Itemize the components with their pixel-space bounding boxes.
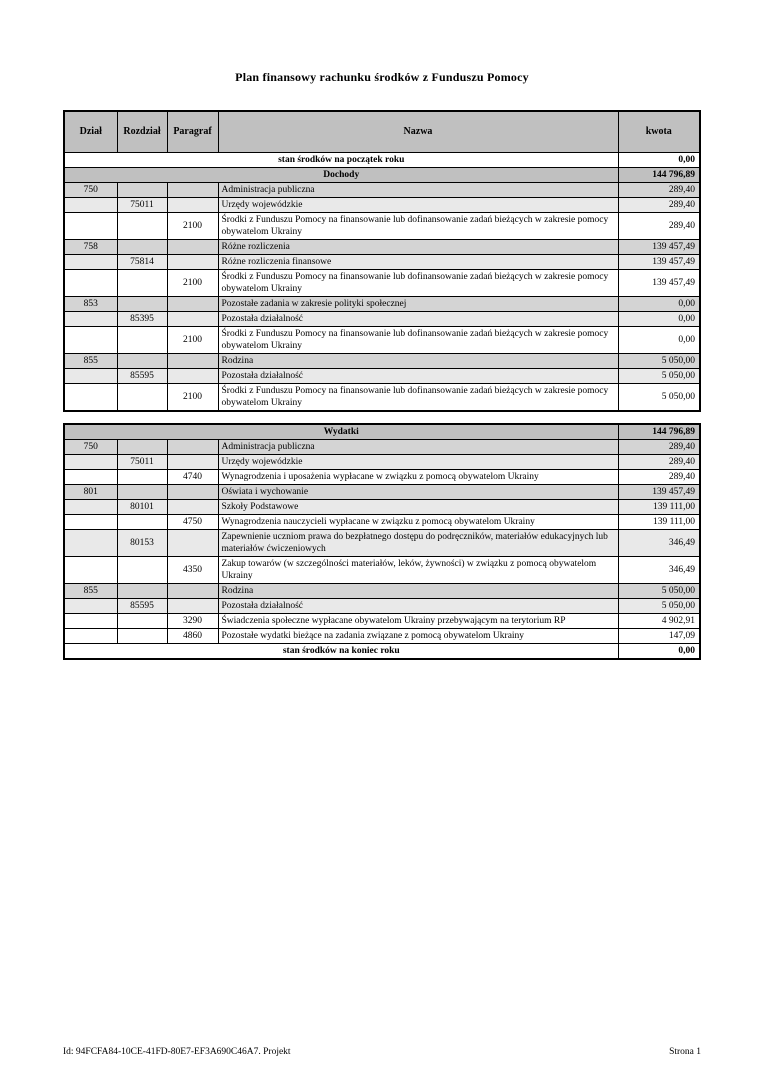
cell-rozdzial xyxy=(117,239,167,254)
cell-rozdzial xyxy=(117,628,167,643)
cell-nazwa: Rodzina xyxy=(218,583,618,598)
cell-paragraf xyxy=(167,368,218,383)
cell-nazwa: Administracja publiczna xyxy=(218,439,618,454)
cell-rozdzial xyxy=(117,613,167,628)
cell-kwota: 5 050,00 xyxy=(618,583,700,598)
table-row xyxy=(64,296,700,311)
cell-nazwa: Oświata i wychowanie xyxy=(218,484,618,499)
cell-rozdzial: 75814 xyxy=(117,254,167,269)
cell-rozdzial xyxy=(117,556,167,583)
cell-paragraf xyxy=(167,296,218,311)
closing-balance-row xyxy=(64,643,700,659)
cell-nazwa: Środki z Funduszu Pomocy na finansowanie lub dofinansowanie zadań bieżących w zakresie pomocy obywatelom Ukrainy xyxy=(218,212,618,239)
cell-paragraf: 2100 xyxy=(167,269,218,296)
cell-dzial: 750 xyxy=(64,182,117,197)
opening-balance-label: stan środków na początek roku xyxy=(64,152,618,167)
col-header-nazwa: Nazwa xyxy=(218,111,618,152)
table-row xyxy=(64,439,700,454)
cell-paragraf: 4350 xyxy=(167,556,218,583)
cell-paragraf: 3290 xyxy=(167,613,218,628)
cell-dzial: 758 xyxy=(64,239,117,254)
cell-paragraf xyxy=(167,583,218,598)
page-footer xyxy=(63,1047,701,1057)
cell-nazwa: Pozostałe zadania w zakresie polityki społecznej xyxy=(218,296,618,311)
cell-rozdzial: 85595 xyxy=(117,368,167,383)
cell-dzial: 855 xyxy=(64,583,117,598)
col-header-paragraf: Paragraf xyxy=(167,111,218,152)
cell-nazwa: Rodzina xyxy=(218,353,618,368)
table-row xyxy=(64,182,700,197)
cell-kwota: 139 457,49 xyxy=(618,254,700,269)
cell-paragraf xyxy=(167,254,218,269)
table-row xyxy=(64,383,700,411)
table-row xyxy=(64,499,700,514)
cell-kwota: 289,40 xyxy=(618,212,700,239)
cell-rozdzial xyxy=(117,182,167,197)
cell-dzial xyxy=(64,311,117,326)
cell-paragraf: 2100 xyxy=(167,326,218,353)
cell-rozdzial xyxy=(117,469,167,484)
cell-kwota: 5 050,00 xyxy=(618,353,700,368)
cell-paragraf: 2100 xyxy=(167,212,218,239)
cell-kwota: 346,49 xyxy=(618,529,700,556)
cell-kwota: 346,49 xyxy=(618,556,700,583)
cell-dzial: 853 xyxy=(64,296,117,311)
cell-nazwa: Zapewnienie uczniom prawa do bezpłatnego dostępu do podręczników, materiałów edukacyjnych lub materiałów ćwiczeniowych xyxy=(218,529,618,556)
cell-rozdzial xyxy=(117,484,167,499)
cell-kwota: 289,40 xyxy=(618,182,700,197)
cell-rozdzial xyxy=(117,269,167,296)
wydatki-section-row xyxy=(64,424,700,440)
cell-nazwa: Pozostałe wydatki bieżące na zadania związane z pomocą obywatelom Ukrainy xyxy=(218,628,618,643)
cell-kwota: 139 111,00 xyxy=(618,514,700,529)
cell-rozdzial: 80153 xyxy=(117,529,167,556)
dochody-section-kwota: 144 796,89 xyxy=(618,167,700,182)
dochody-section-label: Dochody xyxy=(64,167,618,182)
cell-nazwa: Urzędy wojewódzkie xyxy=(218,454,618,469)
cell-kwota: 289,40 xyxy=(618,197,700,212)
table-row xyxy=(64,598,700,613)
cell-rozdzial xyxy=(117,583,167,598)
cell-nazwa: Pozostała działalność xyxy=(218,598,618,613)
cell-rozdzial xyxy=(117,383,167,411)
cell-paragraf xyxy=(167,499,218,514)
opening-balance-kwota: 0,00 xyxy=(618,152,700,167)
cell-dzial: 801 xyxy=(64,484,117,499)
cell-rozdzial xyxy=(117,296,167,311)
cell-rozdzial: 75011 xyxy=(117,454,167,469)
table-row xyxy=(64,514,700,529)
wydatki-section-label: Wydatki xyxy=(64,424,618,440)
cell-paragraf: 4750 xyxy=(167,514,218,529)
table-row xyxy=(64,613,700,628)
cell-rozdzial xyxy=(117,326,167,353)
cell-dzial xyxy=(64,454,117,469)
cell-nazwa: Urzędy wojewódzkie xyxy=(218,197,618,212)
cell-nazwa: Świadczenia społeczne wypłacane obywatelom Ukrainy przebywającym na terytorium RP xyxy=(218,613,618,628)
table-row xyxy=(64,529,700,556)
cell-paragraf xyxy=(167,529,218,556)
cell-nazwa: Administracja publiczna xyxy=(218,182,618,197)
tables-container xyxy=(63,110,701,660)
table-row xyxy=(64,368,700,383)
cell-kwota: 0,00 xyxy=(618,326,700,353)
cell-paragraf xyxy=(167,454,218,469)
table-row xyxy=(64,556,700,583)
cell-dzial: 750 xyxy=(64,439,117,454)
cell-rozdzial: 80101 xyxy=(117,499,167,514)
cell-dzial xyxy=(64,269,117,296)
cell-dzial xyxy=(64,529,117,556)
cell-kwota: 139 457,49 xyxy=(618,239,700,254)
cell-nazwa: Środki z Funduszu Pomocy na finansowanie lub dofinansowanie zadań bieżących w zakresie pomocy obywatelom Ukrainy xyxy=(218,326,618,353)
cell-rozdzial: 85395 xyxy=(117,311,167,326)
cell-kwota: 5 050,00 xyxy=(618,383,700,411)
col-header-dzial: Dział xyxy=(64,111,117,152)
cell-dzial xyxy=(64,514,117,529)
table-row xyxy=(64,583,700,598)
cell-dzial xyxy=(64,254,117,269)
page-title: Plan finansowy rachunku środków z Funduszu Pomocy xyxy=(235,70,529,84)
cell-kwota: 0,00 xyxy=(618,296,700,311)
cell-dzial xyxy=(64,556,117,583)
cell-nazwa: Środki z Funduszu Pomocy na finansowanie lub dofinansowanie zadań bieżących w zakresie pomocy obywatelom Ukrainy xyxy=(218,269,618,296)
cell-paragraf xyxy=(167,311,218,326)
document-id: Id: 94FCFA84-10CE-41FD-80E7-EF3A690C46A7. Projekt xyxy=(63,1047,291,1057)
cell-nazwa: Zakup towarów (w szczególności materiałów, leków, żywności) w związku z pomocą obywatelom Ukrainy xyxy=(218,556,618,583)
cell-rozdzial xyxy=(117,353,167,368)
cell-paragraf xyxy=(167,239,218,254)
cell-paragraf: 2100 xyxy=(167,383,218,411)
cell-paragraf xyxy=(167,484,218,499)
table-row xyxy=(64,353,700,368)
table-row xyxy=(64,628,700,643)
wydatki-table xyxy=(63,423,701,660)
cell-rozdzial: 75011 xyxy=(117,197,167,212)
wydatki-section-kwota: 144 796,89 xyxy=(618,424,700,440)
cell-rozdzial xyxy=(117,439,167,454)
cell-rozdzial xyxy=(117,212,167,239)
page-number: Strona 1 xyxy=(669,1047,701,1057)
closing-balance-kwota: 0,00 xyxy=(618,643,700,659)
cell-dzial xyxy=(64,613,117,628)
cell-paragraf: 4740 xyxy=(167,469,218,484)
cell-dzial xyxy=(64,499,117,514)
cell-paragraf xyxy=(167,439,218,454)
table-row xyxy=(64,254,700,269)
opening-balance-row xyxy=(64,152,700,167)
cell-kwota: 139 457,49 xyxy=(618,269,700,296)
cell-nazwa: Pozostała działalność xyxy=(218,368,618,383)
cell-nazwa: Środki z Funduszu Pomocy na finansowanie lub dofinansowanie zadań bieżących w zakresie pomocy obywatelom Ukrainy xyxy=(218,383,618,411)
cell-paragraf xyxy=(167,182,218,197)
cell-paragraf xyxy=(167,598,218,613)
cell-nazwa: Różne rozliczenia finansowe xyxy=(218,254,618,269)
cell-dzial xyxy=(64,598,117,613)
cell-kwota: 139 457,49 xyxy=(618,484,700,499)
table-row xyxy=(64,197,700,212)
cell-kwota: 5 050,00 xyxy=(618,368,700,383)
cell-rozdzial xyxy=(117,514,167,529)
cell-paragraf: 4860 xyxy=(167,628,218,643)
cell-dzial xyxy=(64,326,117,353)
cell-kwota: 289,40 xyxy=(618,469,700,484)
table-row xyxy=(64,469,700,484)
cell-paragraf xyxy=(167,197,218,212)
table-row xyxy=(64,311,700,326)
table-header-row xyxy=(64,111,700,152)
cell-nazwa: Szkoły Podstawowe xyxy=(218,499,618,514)
table-row xyxy=(64,212,700,239)
dochody-section-row xyxy=(64,167,700,182)
cell-nazwa: Pozostała działalność xyxy=(218,311,618,326)
cell-dzial xyxy=(64,212,117,239)
col-header-rozdzial: Rozdział xyxy=(117,111,167,152)
table-row xyxy=(64,454,700,469)
cell-paragraf xyxy=(167,353,218,368)
cell-nazwa: Wynagrodzenia i uposażenia wypłacane w związku z pomocą obywatelom Ukrainy xyxy=(218,469,618,484)
closing-balance-label: stan środków na koniec roku xyxy=(64,643,618,659)
cell-dzial xyxy=(64,197,117,212)
cell-kwota: 5 050,00 xyxy=(618,598,700,613)
cell-dzial xyxy=(64,469,117,484)
cell-rozdzial: 85595 xyxy=(117,598,167,613)
cell-dzial xyxy=(64,628,117,643)
cell-kwota: 289,40 xyxy=(618,439,700,454)
cell-kwota: 289,40 xyxy=(618,454,700,469)
cell-kwota: 0,00 xyxy=(618,311,700,326)
table-row xyxy=(64,326,700,353)
cell-dzial xyxy=(64,368,117,383)
table-row xyxy=(64,239,700,254)
table-row xyxy=(64,484,700,499)
cell-nazwa: Różne rozliczenia xyxy=(218,239,618,254)
cell-kwota: 147,09 xyxy=(618,628,700,643)
cell-nazwa: Wynagrodzenia nauczycieli wypłacane w związku z pomocą obywatelom Ukrainy xyxy=(218,514,618,529)
dochody-table xyxy=(63,110,701,412)
col-header-kwota: kwota xyxy=(618,111,700,152)
cell-kwota: 4 902,91 xyxy=(618,613,700,628)
cell-dzial xyxy=(64,383,117,411)
cell-kwota: 139 111,00 xyxy=(618,499,700,514)
table-row xyxy=(64,269,700,296)
cell-dzial: 855 xyxy=(64,353,117,368)
